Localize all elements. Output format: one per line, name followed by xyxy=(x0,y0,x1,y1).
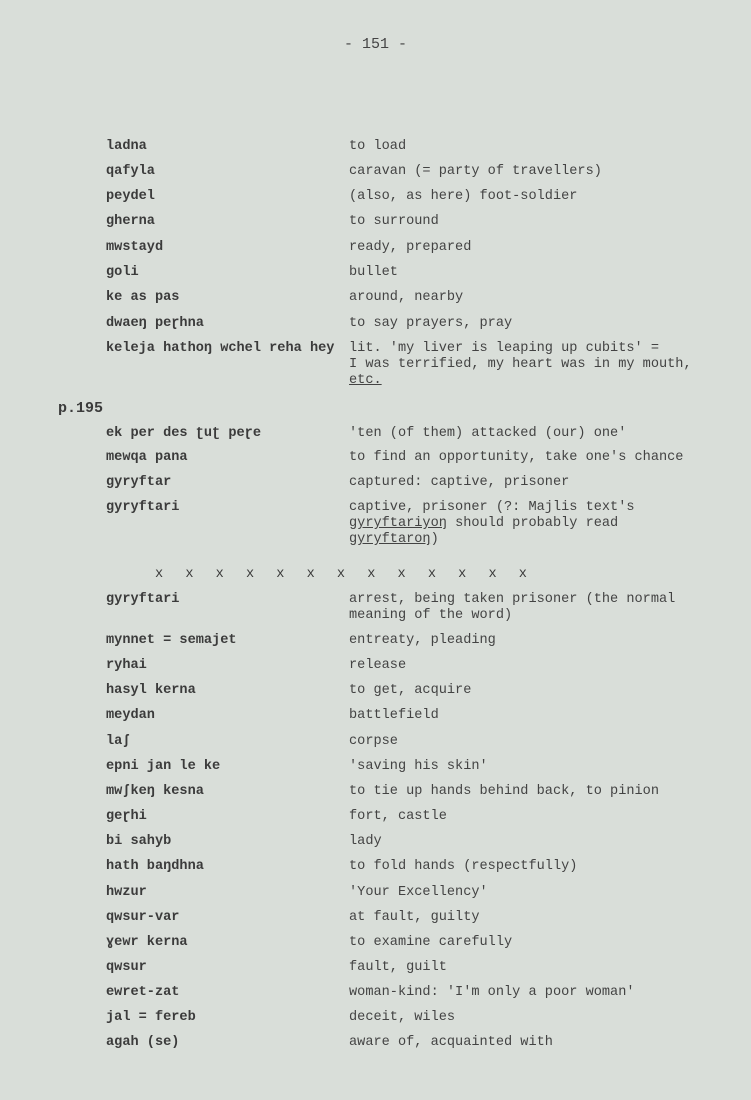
gloss: to load xyxy=(349,139,407,154)
gloss: release xyxy=(349,658,407,673)
term: bi sahyb xyxy=(106,834,172,849)
gloss: at fault, guilty xyxy=(349,910,480,925)
gloss: around, nearby xyxy=(349,290,464,305)
gloss: aware of, acquainted with xyxy=(349,1035,553,1050)
term: ewret-zat xyxy=(106,985,180,1000)
term: gyryftar xyxy=(106,475,172,490)
term: jal = fereb xyxy=(106,1010,196,1025)
term: hasyl kerna xyxy=(106,683,196,698)
gloss: arrest, being taken prisoner (the normal meaning of the word) xyxy=(349,592,676,623)
gloss: caravan (= party of travellers) xyxy=(349,164,602,179)
gloss: entreaty, pleading xyxy=(349,633,496,648)
term: ɣewr kerna xyxy=(106,935,188,950)
term: qwsur xyxy=(106,960,147,975)
gloss-line: etc. xyxy=(349,373,382,388)
gloss: battlefield xyxy=(349,708,439,723)
gloss: bullet xyxy=(349,265,398,280)
term: mwstayd xyxy=(106,240,164,255)
underlined-word: gyryftaroŋ xyxy=(349,532,431,547)
gloss: (also, as here) foot-soldier xyxy=(349,189,578,204)
term: peydel xyxy=(106,189,155,204)
gloss xyxy=(349,341,719,389)
term: mwʃkeŋ kesna xyxy=(106,784,204,799)
gloss: to say prayers, pray xyxy=(349,316,513,331)
gloss: 'Your Excellency' xyxy=(349,885,488,900)
gloss xyxy=(349,500,719,548)
gloss: 'ten (of them) attacked (our) one' xyxy=(349,426,627,441)
section-label: p.195 xyxy=(58,400,104,417)
page-number: - 151 - xyxy=(343,36,407,53)
term: mynnet = semajet xyxy=(106,633,237,648)
term: mewqa pana xyxy=(106,450,188,465)
term: ladna xyxy=(106,139,147,154)
section-separator: x x x x x x x x x x x x x xyxy=(155,567,527,582)
term: agah (se) xyxy=(106,1035,180,1050)
gloss: to examine carefully xyxy=(349,935,513,950)
gloss: corpse xyxy=(349,734,398,749)
underlined-word: gyryftariyoŋ xyxy=(349,516,447,531)
gloss: to tie up hands behind back, to pinion xyxy=(349,784,659,799)
gloss: to fold hands (respectfully) xyxy=(349,859,578,874)
term: keleja hathoŋ wchel reha hey xyxy=(106,341,335,356)
gloss: lady xyxy=(349,834,382,849)
term: hwzur xyxy=(106,885,147,900)
term: ke as pas xyxy=(106,290,180,305)
gloss: 'saving his skin' xyxy=(349,759,488,774)
term: gherna xyxy=(106,214,155,229)
gloss: woman-kind: 'I'm only a poor woman' xyxy=(349,985,635,1000)
term: hath baŋdhna xyxy=(106,859,204,874)
gloss: ready, prepared xyxy=(349,240,472,255)
term: dwaeŋ peɽhna xyxy=(106,316,204,331)
term: gyryftari xyxy=(106,592,180,607)
term: qwsur-var xyxy=(106,910,180,925)
term: epni jan le ke xyxy=(106,759,221,774)
term: geɽhi xyxy=(106,809,147,824)
gloss-line xyxy=(349,516,719,532)
term: ek per des ʈuʈ peɽe xyxy=(106,426,261,441)
term: laʃ xyxy=(106,734,131,749)
gloss: to surround xyxy=(349,214,439,229)
gloss: deceit, wiles xyxy=(349,1010,456,1025)
term: goli xyxy=(106,265,139,280)
term: qafyla xyxy=(106,164,155,179)
gloss-line xyxy=(349,532,719,548)
gloss-text: should probably read xyxy=(446,516,619,531)
gloss: to find an opportunity, take one's chance xyxy=(349,450,684,465)
gloss: to get, acquire xyxy=(349,683,472,698)
gloss-line: lit. 'my liver is leaping up cubits' = xyxy=(349,341,659,356)
gloss: fort, castle xyxy=(349,809,447,824)
gloss-line: captive, prisoner (?: Majlis text's xyxy=(349,500,635,515)
gloss: captured: captive, prisoner xyxy=(349,475,570,490)
gloss-line: I was terrified, my heart was in my mouth, xyxy=(349,357,692,372)
gloss-text: ) xyxy=(430,532,439,547)
term: ryhai xyxy=(106,658,147,673)
term: gyryftari xyxy=(106,500,180,515)
gloss: fault, guilt xyxy=(349,960,447,975)
term: meydan xyxy=(106,708,155,723)
